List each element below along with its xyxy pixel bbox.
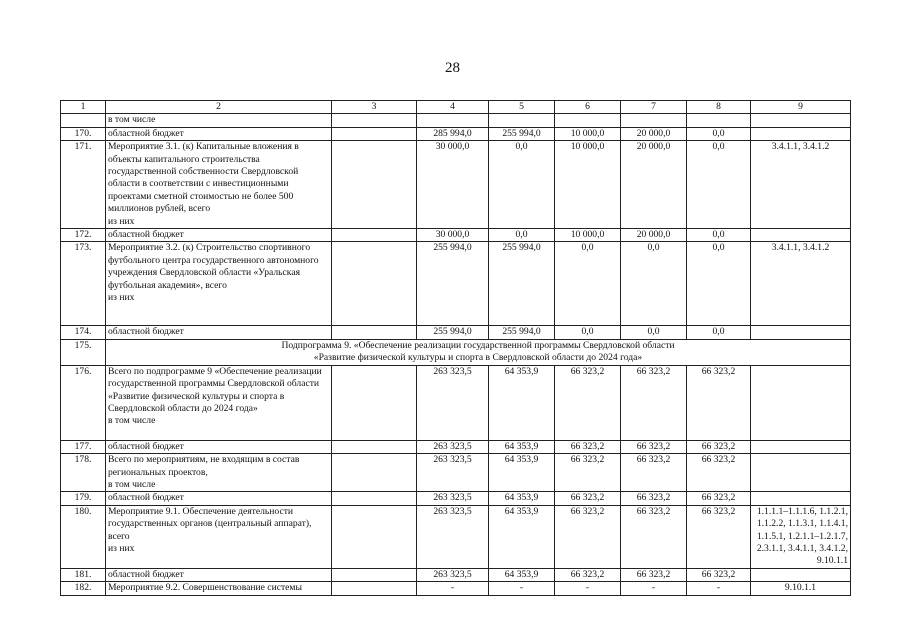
row-description [106,326,332,339]
page-number: 28 [445,60,460,76]
target-indicator-cell: 1.1.1.1–1.1.1.6, 1.1.2.1, 1.1.2.2, 1.1.3.1, 1.1.4.1, 1.1.5.1, 1.2.1.1–1.2.1.7, 2.3.1.1, 3.4.1.1, 3.4.1.2, 9.10.1.1 [751,505,851,568]
amount-cell: 66 323,2 [687,568,751,581]
amount-cell: 64 353,9 [489,568,555,581]
amount-cell: 255 994,0 [417,242,489,326]
table-row [61,505,851,568]
description-line: областной бюджет [108,568,184,580]
row-description [106,141,332,229]
cell-col3 [332,440,417,453]
amount-cell: 255 994,0 [489,242,555,326]
amount-cell: 263 323,5 [417,454,489,492]
header-row [61,101,851,114]
description-line: областной бюджет [108,492,184,504]
table-row [61,229,851,242]
table-row [61,141,851,229]
description-line: в том числе [108,415,156,427]
cell-col3 [332,326,417,339]
row-number: 170. [61,127,106,140]
cell-col3 [332,242,417,326]
description-line: из них [108,292,135,304]
amount-cell: 20 000,0 [621,141,687,229]
amount-cell: 0,0 [687,242,751,326]
amount-cell: - [489,582,555,595]
amount-cell: 66 323,2 [621,365,687,440]
row-number: 171. [61,141,106,229]
table-row [61,127,851,140]
target-indicator-cell: 9.10.1.1 [751,582,851,595]
column-header: 7 [621,101,687,114]
description-line: Мероприятие 3.2. (к) Строительство спортивного футбольного центра государственного автономного учреждения Свердловской области «Уральская футбольная академия», всего [108,242,319,291]
empty-cell [687,114,751,127]
table-row [61,326,851,339]
table-row [61,114,851,127]
target-indicator-cell [751,568,851,581]
amount-cell: 66 323,2 [555,440,621,453]
target-indicator-cell: 3.4.1.1, 3.4.1.2 [751,141,851,229]
row-description [106,365,332,440]
table-row [61,242,851,326]
row-description [106,229,332,242]
amount-cell: 0,0 [555,242,621,326]
amount-cell: - [687,582,751,595]
amount-cell: 66 323,2 [555,505,621,568]
row-number: 178. [61,454,106,492]
target-indicator-cell [751,365,851,440]
amount-cell: 263 323,5 [417,365,489,440]
empty-cell [417,114,489,127]
row-number: 174. [61,326,106,339]
amount-cell: 0,0 [489,141,555,229]
description-line: Всего по мероприятиям, не входящим в состав региональных проектов, [108,454,300,478]
table-row [61,365,851,440]
amount-cell: 263 323,5 [417,492,489,505]
amount-cell: 0,0 [687,127,751,140]
empty-cell [555,114,621,127]
amount-cell: - [621,582,687,595]
amount-cell: 30 000,0 [417,229,489,242]
amount-cell: 255 994,0 [489,127,555,140]
amount-cell: 64 353,9 [489,492,555,505]
empty-cell [489,114,555,127]
row-number: 176. [61,365,106,440]
cell-col3 [332,365,417,440]
target-indicator-cell [751,229,851,242]
row-description [106,505,332,568]
amount-cell: 263 323,5 [417,505,489,568]
description-line: областной бюджет [108,229,184,241]
amount-cell: 66 323,2 [687,505,751,568]
column-header: 1 [61,101,106,114]
cell-col3 [332,127,417,140]
amount-cell: - [555,582,621,595]
amount-cell: - [417,582,489,595]
amount-cell: 0,0 [687,141,751,229]
amount-cell: 66 323,2 [687,365,751,440]
column-header: 4 [417,101,489,114]
table-row [61,568,851,581]
amount-cell: 66 323,2 [687,454,751,492]
amount-cell: 0,0 [621,242,687,326]
row-number: 177. [61,440,106,453]
amount-cell: 0,0 [555,326,621,339]
row-description [106,568,332,581]
cell-col3 [332,454,417,492]
description-line: областной бюджет [108,326,184,338]
target-indicator-cell [751,127,851,140]
amount-cell: 20 000,0 [621,229,687,242]
column-header: 8 [687,101,751,114]
description-line: из них [108,215,135,227]
table-row [61,582,851,595]
amount-cell: 30 000,0 [417,141,489,229]
amount-cell: 263 323,5 [417,568,489,581]
cell-col3 [332,492,417,505]
target-indicator-cell [751,440,851,453]
subprogram-title-line: «Развитие физической культуры и спорта в Свердловской области до 2024 года» [313,352,643,364]
amount-cell: 66 323,2 [621,492,687,505]
row-number: 172. [61,229,106,242]
cell-col3 [332,505,417,568]
row-number [61,114,106,127]
amount-cell: 64 353,9 [489,440,555,453]
description-line: Всего по подпрограмме 9 «Обеспечение реализации государственной программы Свердловской области «Развитие физической культуры и спорта в Свердловской области до 2024 года» [108,365,322,414]
amount-cell: 66 323,2 [687,440,751,453]
target-indicator-cell [751,492,851,505]
empty-cell [621,114,687,127]
row-description [106,127,332,140]
amount-cell: 10 000,0 [555,141,621,229]
table-body [61,101,851,596]
description-line: Мероприятие 9.2. Совершенствование системы [108,582,302,594]
empty-cell [751,114,851,127]
amount-cell: 66 323,2 [621,505,687,568]
amount-cell: 0,0 [489,229,555,242]
row-description [106,492,332,505]
column-header: 9 [751,101,851,114]
description-line: в том числе [108,478,156,490]
amount-cell: 64 353,9 [489,365,555,440]
amount-cell: 255 994,0 [417,326,489,339]
description-line: областной бюджет [108,127,184,139]
row-number: 179. [61,492,106,505]
cell-col3 [332,582,417,595]
description-line: Мероприятие 9.1. Обеспечение деятельности государственных органов (центральный аппарат), всего [108,505,312,542]
row-description [106,582,332,595]
subprogram-title [106,339,851,365]
amount-cell: 20 000,0 [621,127,687,140]
amount-cell: 66 323,2 [621,568,687,581]
amount-cell: 0,0 [621,326,687,339]
amount-cell: 10 000,0 [555,127,621,140]
amount-cell: 64 353,9 [489,454,555,492]
subprogram-title-line: Подпрограмма 9. «Обеспечение реализации государственной программы Свердловской области [281,339,675,351]
row-number: 182. [61,582,106,595]
row-number: 180. [61,505,106,568]
amount-cell: 66 323,2 [621,454,687,492]
cell-col3 [332,229,417,242]
row-description [106,242,332,326]
target-indicator-cell [751,454,851,492]
table-row [61,492,851,505]
table-row [61,454,851,492]
amount-cell: 263 323,5 [417,440,489,453]
amount-cell: 285 994,0 [417,127,489,140]
cell-col3 [332,141,417,229]
row-number: 173. [61,242,106,326]
section-row [61,339,851,365]
description-line: областной бюджет [108,440,184,452]
amount-cell: 66 323,2 [687,492,751,505]
amount-cell: 66 323,2 [555,568,621,581]
amount-cell: 10 000,0 [555,229,621,242]
table-row [61,440,851,453]
amount-cell: 255 994,0 [489,326,555,339]
description-line: из них [108,542,135,554]
cell-col3 [332,568,417,581]
row-number: 181. [61,568,106,581]
amount-cell: 0,0 [687,229,751,242]
target-indicator-cell: 3.4.1.1, 3.4.1.2 [751,242,851,326]
row-description: в том числе [106,114,332,127]
empty-cell [332,114,417,127]
description-line: Мероприятие 3.1. (к) Капитальные вложения в объекты капитального строительства государственной собственности Свердловской области в соответствии с инвестиционными проектами сметной стоимостью не более 500 миллионов рублей, всего [108,141,299,215]
amount-cell: 66 323,2 [555,492,621,505]
budget-table [60,100,851,596]
column-header: 5 [489,101,555,114]
amount-cell: 0,0 [687,326,751,339]
row-number: 175. [61,339,106,365]
row-description [106,440,332,453]
column-header: 3 [332,101,417,114]
amount-cell: 66 323,2 [621,440,687,453]
column-header: 6 [555,101,621,114]
target-indicator-cell [751,326,851,339]
column-header: 2 [106,101,332,114]
amount-cell: 66 323,2 [555,365,621,440]
amount-cell: 64 353,9 [489,505,555,568]
amount-cell: 66 323,2 [555,454,621,492]
row-description [106,454,332,492]
